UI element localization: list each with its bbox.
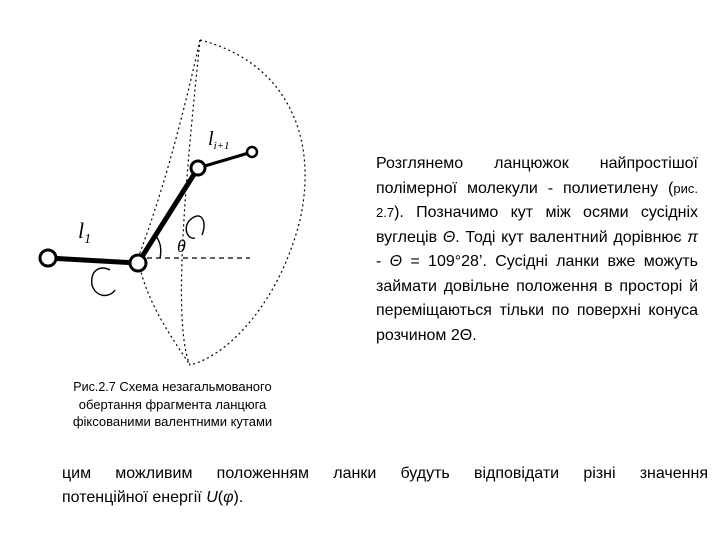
minus-sign: - [376,253,390,270]
paragraph-text-2: ). Позначимо кут між осями сусідніх вуглеців [376,204,698,246]
figure-reference: рис. 2.7 [376,180,698,220]
bond-l2 [138,168,198,263]
atom-3 [191,161,205,175]
bottom-line-2 [62,489,243,506]
figure-caption [40,378,305,430]
atom-2 [130,255,146,271]
atom-4 [247,147,257,157]
bottom-paragraph [62,462,708,510]
potential-function: U [206,489,218,506]
pi-symbol: π [687,228,699,246]
bond-l1 [48,258,138,263]
bottom-line-1: цим можливим положенням ланки будуть відповідати різні значення [62,465,708,482]
paragraph-text-1: Розглянемо ланцюжок найпростішої полімерної молекули - полиетилену ( [376,155,698,197]
figure-caption-label: Рис.2.7 [73,380,116,394]
atom-1 [40,250,56,266]
close-paren: ). [233,489,244,506]
open-paren: ( [217,489,224,506]
cone-base-ellipse [181,40,305,365]
rotation-arrow-l2 [186,216,204,238]
paragraph-text-4: = 109°28’. Сусідні ланки вже можуть займати довільне положення в просторі й переміщаються тільки по поверхні конуса розчином 2Θ. [376,253,698,344]
rotation-cone [138,40,305,365]
rotation-arrows [92,216,204,296]
chain-rotation-figure [20,20,340,370]
phi-symbol: φ [223,489,234,506]
bottom-line-2-text: потенційної енергії [62,489,207,506]
paragraph-text-3: . Тоді кут валентний дорівнює [455,228,688,246]
label-theta: θ [177,236,186,256]
theta-symbol: Θ [442,228,456,246]
body-paragraph [376,152,698,348]
label-li1: $l_{i+1}$ [208,128,230,152]
cone-lower-edge [138,258,190,365]
rotation-arrow-l1 [92,268,115,295]
theta-symbol-2: Θ [389,253,403,270]
label-l1: $l_1$ [78,218,92,247]
cone-upper-edge [138,40,200,258]
theta-arc [156,236,161,258]
figure-caption-text: Схема незагальмованого обертання фрагмента ланцюга фіксованими валентними кутами [72,379,273,429]
